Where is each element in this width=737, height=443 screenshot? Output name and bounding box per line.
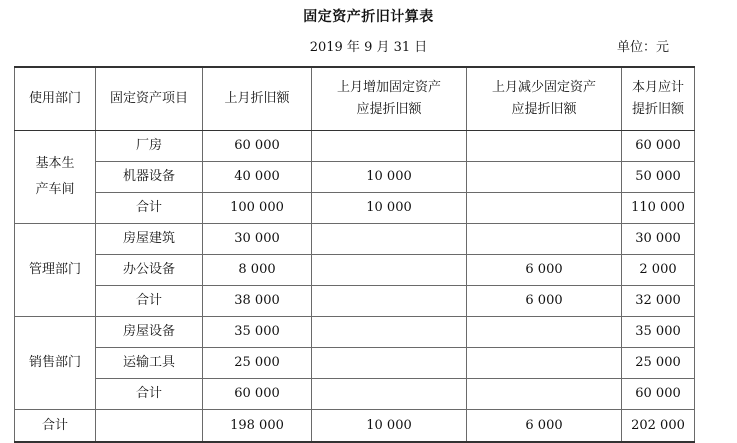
header-decrease-line1: 上月减少固定资产 bbox=[491, 80, 596, 95]
cell-item: 厂房 bbox=[96, 131, 203, 162]
dept-cell-sales bbox=[15, 317, 96, 410]
cell-increase bbox=[312, 379, 467, 410]
dept-label-line1: 基本生 bbox=[35, 156, 75, 171]
dept-cell-management bbox=[15, 224, 96, 317]
cell-last-month: 8 000 bbox=[203, 255, 312, 286]
cell-decrease bbox=[467, 224, 622, 255]
cell-current: 60 000 bbox=[622, 131, 695, 162]
table-row-grand-total bbox=[15, 410, 695, 443]
table-row-subtotal bbox=[15, 286, 695, 317]
cell-last-month: 38 000 bbox=[203, 286, 312, 317]
cell-item: 房屋建筑 bbox=[96, 224, 203, 255]
table-row-subtotal bbox=[15, 379, 695, 410]
cell-increase bbox=[312, 317, 467, 348]
header-current-line2: 提折旧额 bbox=[631, 102, 684, 117]
header-decrease-line2: 应提折旧额 bbox=[511, 102, 577, 117]
cell-item: 合计 bbox=[96, 193, 203, 224]
cell-increase: 10 000 bbox=[312, 162, 467, 193]
table-row bbox=[15, 131, 695, 162]
report-date: 2019 年 9 月 31 日 bbox=[309, 40, 428, 55]
dept-label-line2: 产车间 bbox=[35, 182, 75, 197]
header-current bbox=[622, 67, 695, 131]
grand-total-current: 202 000 bbox=[622, 410, 695, 443]
cell-last-month: 35 000 bbox=[203, 317, 312, 348]
cell-item: 办公设备 bbox=[96, 255, 203, 286]
cell-last-month: 60 000 bbox=[203, 131, 312, 162]
cell-increase bbox=[312, 286, 467, 317]
cell-increase bbox=[312, 224, 467, 255]
header-decrease bbox=[467, 67, 622, 131]
cell-increase bbox=[312, 131, 467, 162]
cell-item: 房屋设备 bbox=[96, 317, 203, 348]
cell-decrease bbox=[467, 348, 622, 379]
header-increase-line2: 应提折旧额 bbox=[356, 102, 422, 117]
cell-last-month: 40 000 bbox=[203, 162, 312, 193]
table-row bbox=[15, 317, 695, 348]
grand-total-label: 合计 bbox=[15, 410, 96, 443]
cell-item: 机器设备 bbox=[96, 162, 203, 193]
dept-label-line1: 管理部门 bbox=[28, 262, 81, 277]
cell-current: 60 000 bbox=[622, 379, 695, 410]
cell-item: 运输工具 bbox=[96, 348, 203, 379]
cell-increase: 10 000 bbox=[312, 193, 467, 224]
cell-current: 50 000 bbox=[622, 162, 695, 193]
cell-decrease bbox=[467, 317, 622, 348]
cell-current: 2 000 bbox=[622, 255, 695, 286]
document-title: 固定资产折旧计算表 bbox=[303, 9, 434, 25]
header-increase-line1: 上月增加固定资产 bbox=[336, 80, 441, 95]
grand-total-item bbox=[96, 410, 203, 443]
table-row bbox=[15, 255, 695, 286]
table-row bbox=[15, 224, 695, 255]
dept-cell-production bbox=[15, 131, 96, 224]
table-row bbox=[15, 348, 695, 379]
cell-current: 110 000 bbox=[622, 193, 695, 224]
cell-decrease: 6 000 bbox=[467, 286, 622, 317]
header-row bbox=[15, 67, 695, 131]
cell-decrease bbox=[467, 193, 622, 224]
cell-item: 合计 bbox=[96, 286, 203, 317]
table-row-subtotal bbox=[15, 193, 695, 224]
cell-current: 35 000 bbox=[622, 317, 695, 348]
cell-decrease: 6 000 bbox=[467, 255, 622, 286]
dept-label-line1: 销售部门 bbox=[28, 355, 81, 370]
cell-current: 25 000 bbox=[622, 348, 695, 379]
cell-current: 32 000 bbox=[622, 286, 695, 317]
cell-decrease bbox=[467, 131, 622, 162]
cell-decrease bbox=[467, 379, 622, 410]
cell-last-month: 25 000 bbox=[203, 348, 312, 379]
cell-current: 30 000 bbox=[622, 224, 695, 255]
header-increase bbox=[312, 67, 467, 131]
cell-decrease bbox=[467, 162, 622, 193]
cell-last-month: 30 000 bbox=[203, 224, 312, 255]
table-row bbox=[15, 162, 695, 193]
cell-increase bbox=[312, 348, 467, 379]
header-current-line1: 本月应计 bbox=[631, 80, 684, 95]
header-last-month: 上月折旧额 bbox=[203, 67, 312, 131]
grand-total-decrease: 6 000 bbox=[467, 410, 622, 443]
header-dept: 使用部门 bbox=[15, 67, 96, 131]
header-item: 固定资产项目 bbox=[96, 67, 203, 131]
cell-item: 合计 bbox=[96, 379, 203, 410]
grand-total-last-month: 198 000 bbox=[203, 410, 312, 443]
depreciation-table bbox=[14, 66, 695, 443]
grand-total-increase: 10 000 bbox=[312, 410, 467, 443]
cell-last-month: 100 000 bbox=[203, 193, 312, 224]
currency-unit: 单位：元 bbox=[616, 40, 669, 55]
cell-increase bbox=[312, 255, 467, 286]
cell-last-month: 60 000 bbox=[203, 379, 312, 410]
